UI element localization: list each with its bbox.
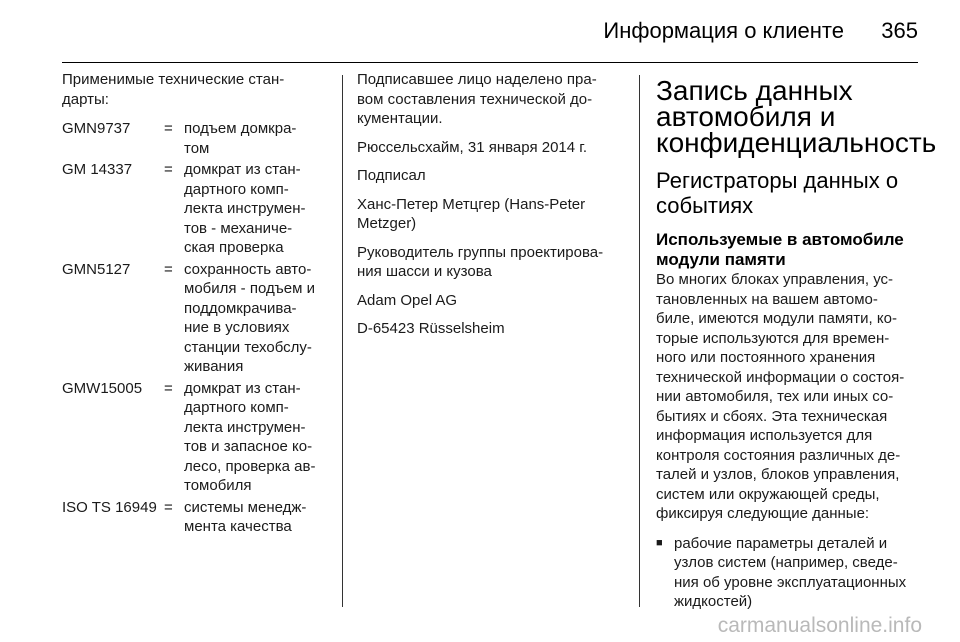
standard-description: подъем домкра- том [184,120,297,157]
paragraph-address: D-65423 Rüsselsheim [357,320,505,337]
section-title: Информация о клиенте [603,18,844,43]
standard-description: домкрат из стан- дартного комп- лекта инструмен- тов и запасное ко- лесо, проверка ав- томобиля [184,379,316,494]
heading-memory-modules: Используемые в автомобиле модули памяти [656,230,904,269]
column-divider-1 [342,75,343,607]
page-header [62,0,918,63]
memory-modules-text: Во многих блоках управления, ус- тановленных на вашем автомо- биле, имеются модули памяти, ко- торые используются для времен- ного или постоянного хранения технической информации о состоя- нии автомобиля, тех или иных со- бытиях и сбоях. Эта техническая информация используется для контроля состояния различных де- талей и узлов, блоков управления, систем или окружающей среды, фиксируя следующие данные: [656,271,905,522]
column-data-recording [656,75,937,612]
paragraph-signed: Подписал [357,167,426,184]
standard-equals: = [164,498,173,516]
bullet-item [656,534,926,612]
standard-row [62,260,330,377]
standard-code: GMN5127 [62,260,131,278]
standard-equals: = [164,379,173,397]
heading-event-recorders: Регистраторы данных о событиях [656,168,899,218]
paragraph-role: Руководитель группы проектирова- ния шасси и кузова [357,243,604,280]
standards-intro: Применимые технические стан- дарты: [62,71,285,108]
bullet-square-icon: ■ [656,536,663,549]
column-signature [357,70,619,348]
standards-list [62,119,330,537]
paragraph-company: Adam Opel AG [357,291,458,309]
standard-code: GM 14337 [62,161,133,178]
standard-row [62,160,330,258]
standard-description: сохранность авто- мобиля - подъем и поддомкрачива- ние в условиях станции техобслу- живания [184,260,315,375]
standard-equals: = [164,161,173,178]
watermark: carmanualsonline.info [717,614,922,637]
standard-row [62,379,330,496]
standard-code: GMN9737 [62,120,131,137]
column-standards [62,70,330,539]
bullet-text: рабочие параметры деталей и узлов систем (например, сведе- ния об уровне эксплуатационных жидкостей) [674,534,907,610]
standard-equals: = [164,120,173,137]
paragraph-signer: Ханс-Петер Метцгер (Hans-Peter Metzger) [357,195,586,232]
heading-data-recording: Запись данных автомобиля и конфиденциальность [656,75,937,158]
standard-description: домкрат из стан- дартного комп- лекта инструмен- тов - механиче- ская проверка [184,161,306,256]
standard-row [62,498,330,537]
standard-row [62,119,330,158]
paragraph-date: Рюссельсхайм, 31 января 2014 г. [357,138,588,156]
standard-code: GMW15005 [62,379,143,397]
standard-code: ISO TS 16949 [62,498,157,516]
paragraph-authority: Подписавшее лицо наделено пра- вом составления технической до- кументации. [357,71,597,127]
page-number: 365 [881,18,918,43]
column-divider-2 [639,75,640,607]
standard-equals: = [164,260,173,278]
standard-description: системы менедж- мента качества [184,498,307,535]
